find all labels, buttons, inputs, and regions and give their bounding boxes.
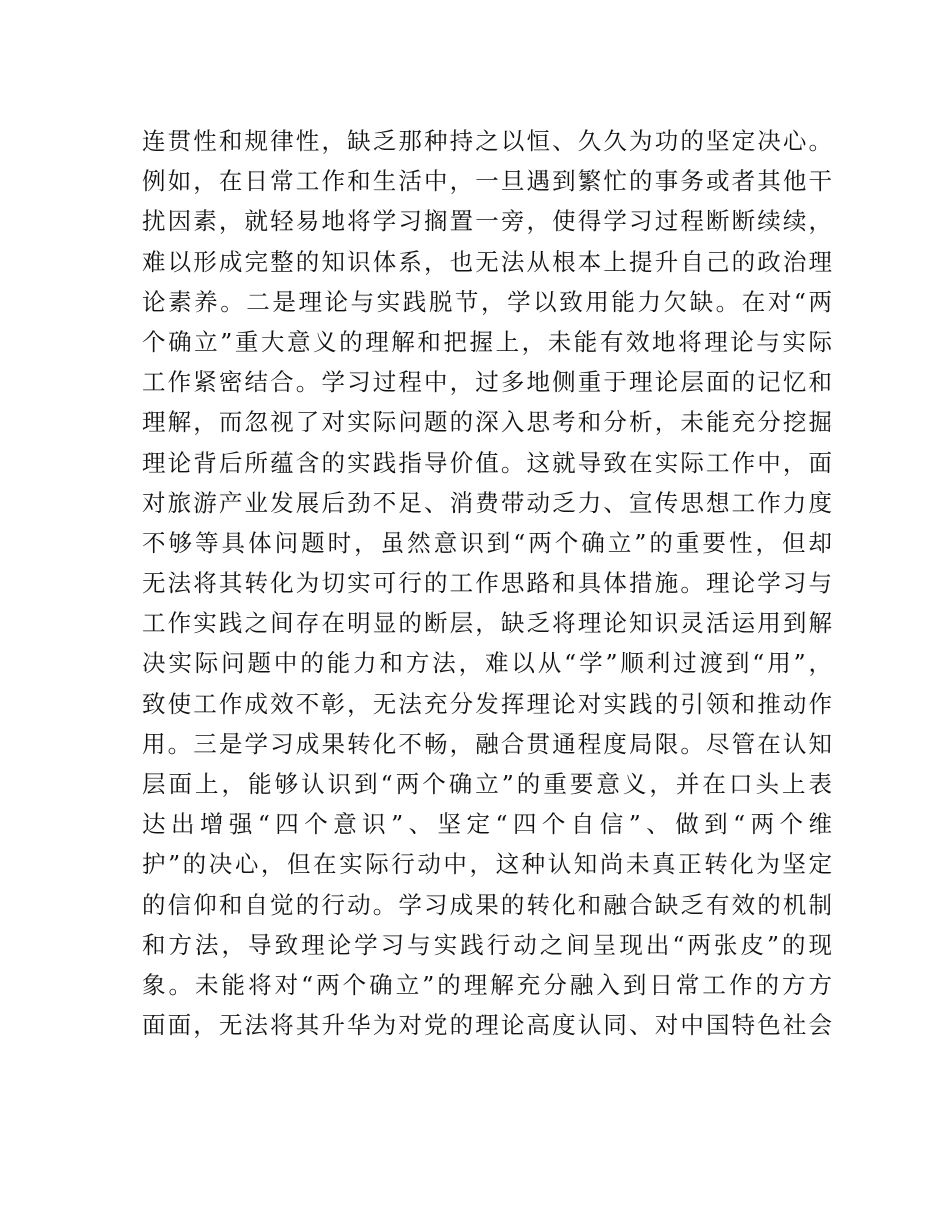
text-line: 面面，无法将其升华为对党的理论高度认同、对中国特色社会 <box>142 1011 832 1040</box>
text-line: 无法将其转化为切实可行的工作思路和具体措施。理论学习与 <box>142 569 832 598</box>
text-line: 工作紧密结合。学习过程中，过多地侧重于理论层面的记忆和 <box>142 368 832 397</box>
text-line: 层面上，能够认识到“两个确立”的重要意义，并在口头上表 <box>142 770 832 798</box>
text-line: 致使工作成效不彰，无法充分发挥理论对实践的引领和推动作 <box>142 689 832 718</box>
text-line: 难以形成完整的知识体系，也无法从根本上提升自己的政治理 <box>142 247 832 276</box>
text-line: 例如，在日常工作和生活中，一旦遇到繁忙的事务或者其他干 <box>142 167 832 196</box>
text-line: 达出增强“四个意识”、坚定“四个自信”、做到“两个维 <box>142 810 832 839</box>
text-line: 对旅游产业发展后劲不足、消费带动乏力、宣传思想工作力度 <box>142 488 832 517</box>
text-line: 和方法，导致理论学习与实践行动之间呈现出“两张皮”的现 <box>142 930 832 959</box>
text-line: 工作实践之间存在明显的断层，缺乏将理论知识灵活运用到解 <box>142 609 832 638</box>
text-line: 决实际问题中的能力和方法，难以从“学”顺利过渡到“用”， <box>142 649 832 678</box>
body-text <box>142 121 832 1045</box>
text-line: 的信仰和自觉的行动。学习成果的转化和融合缺乏有效的机制 <box>142 890 832 919</box>
text-line: 护”的决心，但在实际行动中，这种认知尚未真正转化为坚定 <box>142 850 832 879</box>
text-line: 不够等具体问题时，虽然意识到“两个确立”的重要性，但却 <box>142 528 832 557</box>
text-line: 个确立”重大意义的理解和把握上，未能有效地将理论与实际 <box>142 327 832 356</box>
text-line: 理论背后所蕴含的实践指导价值。这就导致在实际工作中，面 <box>142 448 832 477</box>
text-line: 用。三是学习成果转化不畅，融合贯通程度局限。尽管在认知 <box>142 729 832 758</box>
text-line: 理解，而忽视了对实际问题的深入思考和分析，未能充分挖掘 <box>142 408 832 437</box>
text-line: 论素养。二是理论与实践脱节，学以致用能力欠缺。在对“两 <box>142 287 832 316</box>
text-line: 连贯性和规律性，缺乏那种持之以恒、久久为功的坚定决心。 <box>142 127 832 155</box>
text-line: 象。未能将对“两个确立”的理解充分融入到日常工作的方方 <box>142 970 832 999</box>
text-line: 扰因素，就轻易地将学习搁置一旁，使得学习过程断断续续， <box>142 207 832 236</box>
